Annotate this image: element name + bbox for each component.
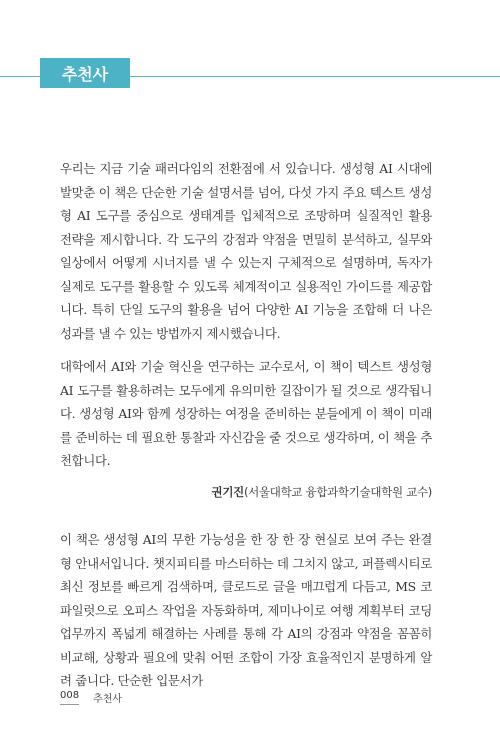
page-footer <box>60 690 122 705</box>
page-number: 008 <box>60 690 79 705</box>
section-title: 추천사 <box>61 64 109 84</box>
attribution <box>60 481 432 505</box>
author-name: 권기진 <box>211 484 244 499</box>
author-affiliation: (서울대학교 융합과학기술대학원 교수) <box>243 484 432 499</box>
paragraph-3: 이 책은 생성형 AI의 무한 가능성을 한 장 한 장 현실로 보여 주는 완결형 안내서입니다. 챗지피티를 마스터하는 데 그치지 않고, 퍼플렉시티로 최신 정보를 빠르게 검색하며, 클로드로 글을 매끄럽게 다듬고, MS 코파일럿으로 오피스 작업을 자동화하며, 제미나이로 여행 계획부터 코딩 업무까지 폭넓게 해결하는 사례를 통해 각 AI의 강점과 약점을 꼼꼼히 비교해, 상황과 필요에 맞춰 어떤 조합이 가장 효율적인지 분명하게 알려 줍니다. 단순한 입문서가 <box>60 532 432 688</box>
footer-section-label: 추천사 <box>93 694 123 705</box>
paragraph-2: 대학에서 AI와 기술 혁신을 연구하는 교수로서, 이 책이 텍스트 생성형 AI 도구를 활용하려는 모두에게 유의미한 길잡이가 될 것으로 생각됩니다. 생성형 AI와 함께 성장하는 여정을 준비하는 분들에게 이 책이 미래를 준비하는 데 필요한 통찰과 자신감을 줄 것으로 생각하며, 이 책을 추천합니다. <box>60 359 432 468</box>
section-title-tab <box>40 58 130 88</box>
body-text <box>60 157 432 693</box>
paragraph-1: 우리는 지금 기술 패러다임의 전환점에 서 있습니다. 생성형 AI 시대에 발맞춘 이 책은 단순한 기술 설명서를 넘어, 다섯 가지 주요 텍스트 생성형 AI 도구를 중심으로 생태계를 입체적으로 조망하며 실질적인 활용 전략을 제시합니다. 각 도구의 강점과 약점을 면밀히 분석하고, 실무와 일상에서 어떻게 시너지를 낼 수 있는지 구체적으로 설명하며, 독자가 실제로 도구를 활용할 수 있도록 체계적이고 실용적인 가이드를 제공합니다. 특히 단일 도구의 활용을 넘어 다양한 AI 기능을 조합해 더 나은 성과를 낼 수 있는 방법까지 제시했습니다. <box>60 161 432 341</box>
